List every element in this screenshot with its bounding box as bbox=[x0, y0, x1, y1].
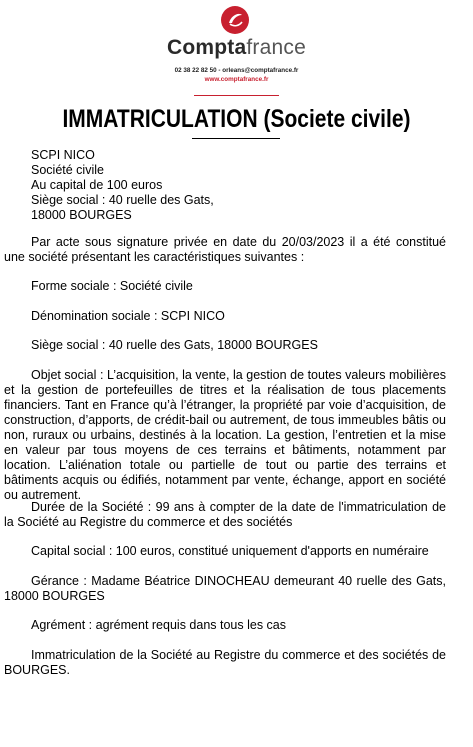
company-line: Au capital de 100 euros bbox=[31, 178, 163, 192]
company-line: Société civile bbox=[31, 163, 104, 177]
capital-paragraph: Capital social : 100 euros, constitué uniquement d'apports en numéraire bbox=[31, 544, 429, 558]
brand-part2: france bbox=[246, 36, 306, 59]
brand-part1: Compta bbox=[167, 36, 247, 59]
notice-body bbox=[4, 148, 473, 677]
company-line: SCPI NICO bbox=[31, 148, 95, 162]
header bbox=[0, 0, 473, 100]
agrement-paragraph: Agrément : agrément requis dans tous les cas bbox=[31, 618, 286, 632]
comptafrance-logo-icon bbox=[221, 6, 249, 34]
contact-line: 02 38 22 82 50 - orleans@comptafrance.fr bbox=[174, 67, 299, 74]
website-link[interactable]: www.comptafrance.fr bbox=[204, 76, 269, 83]
forme-paragraph: Forme sociale : Société civile bbox=[31, 279, 193, 293]
gerance-paragraph: Gérance : Madame Béatrice DINOCHEAU demeurant 40 ruelle des Gats, 18000 BOURGES bbox=[4, 574, 446, 603]
header-divider bbox=[194, 95, 279, 96]
intro-paragraph: Par acte sous signature privée en date du 20/03/2023 il a été constitué une société présentant les caractéristiques suivantes : bbox=[4, 235, 446, 264]
title-underline bbox=[192, 138, 280, 139]
denomination-paragraph: Dénomination sociale : SCPI NICO bbox=[31, 309, 225, 323]
duree-paragraph: Durée de la Société : 99 ans à compter de la date de l'immatriculation de la Société au Registre du commerce et des sociétés bbox=[4, 500, 446, 529]
objet-paragraph: Objet social : L’acquisition, la vente, la gestion de toutes valeurs mobilières et la gestion de portefeuilles de titres et la réalisation de tous placements financiers. Tant en France qu’à l’étranger, la propriété par voie d’acquisition, de construction, d’apports, de crédit-bail ou autrement, de tous immeubles bâtis ou non, ruraux ou urbains, destinés à la location. La gestion, l’entretien et la mise en valeur par tous moyens de ces terrains et bâtiments, notamment par location. L’aliénation totale ou partielle de tout ou partie des terrains et bâtiments acquis ou édifiés, notamment par vente, échange, apport en société ou autrement. bbox=[4, 368, 446, 502]
company-line: 18000 BOURGES bbox=[31, 208, 132, 222]
page-title: IMMATRICULATION (Societe civile) bbox=[62, 105, 411, 133]
company-line: Siège social : 40 ruelle des Gats, bbox=[31, 193, 214, 207]
immatriculation-paragraph: Immatriculation de la Société au Registre du commerce et des sociétés de BOURGES. bbox=[4, 648, 446, 677]
siege-paragraph: Siège social : 40 ruelle des Gats, 18000 BOURGES bbox=[31, 338, 318, 352]
brand-name bbox=[0, 36, 473, 60]
company-block bbox=[31, 148, 473, 223]
